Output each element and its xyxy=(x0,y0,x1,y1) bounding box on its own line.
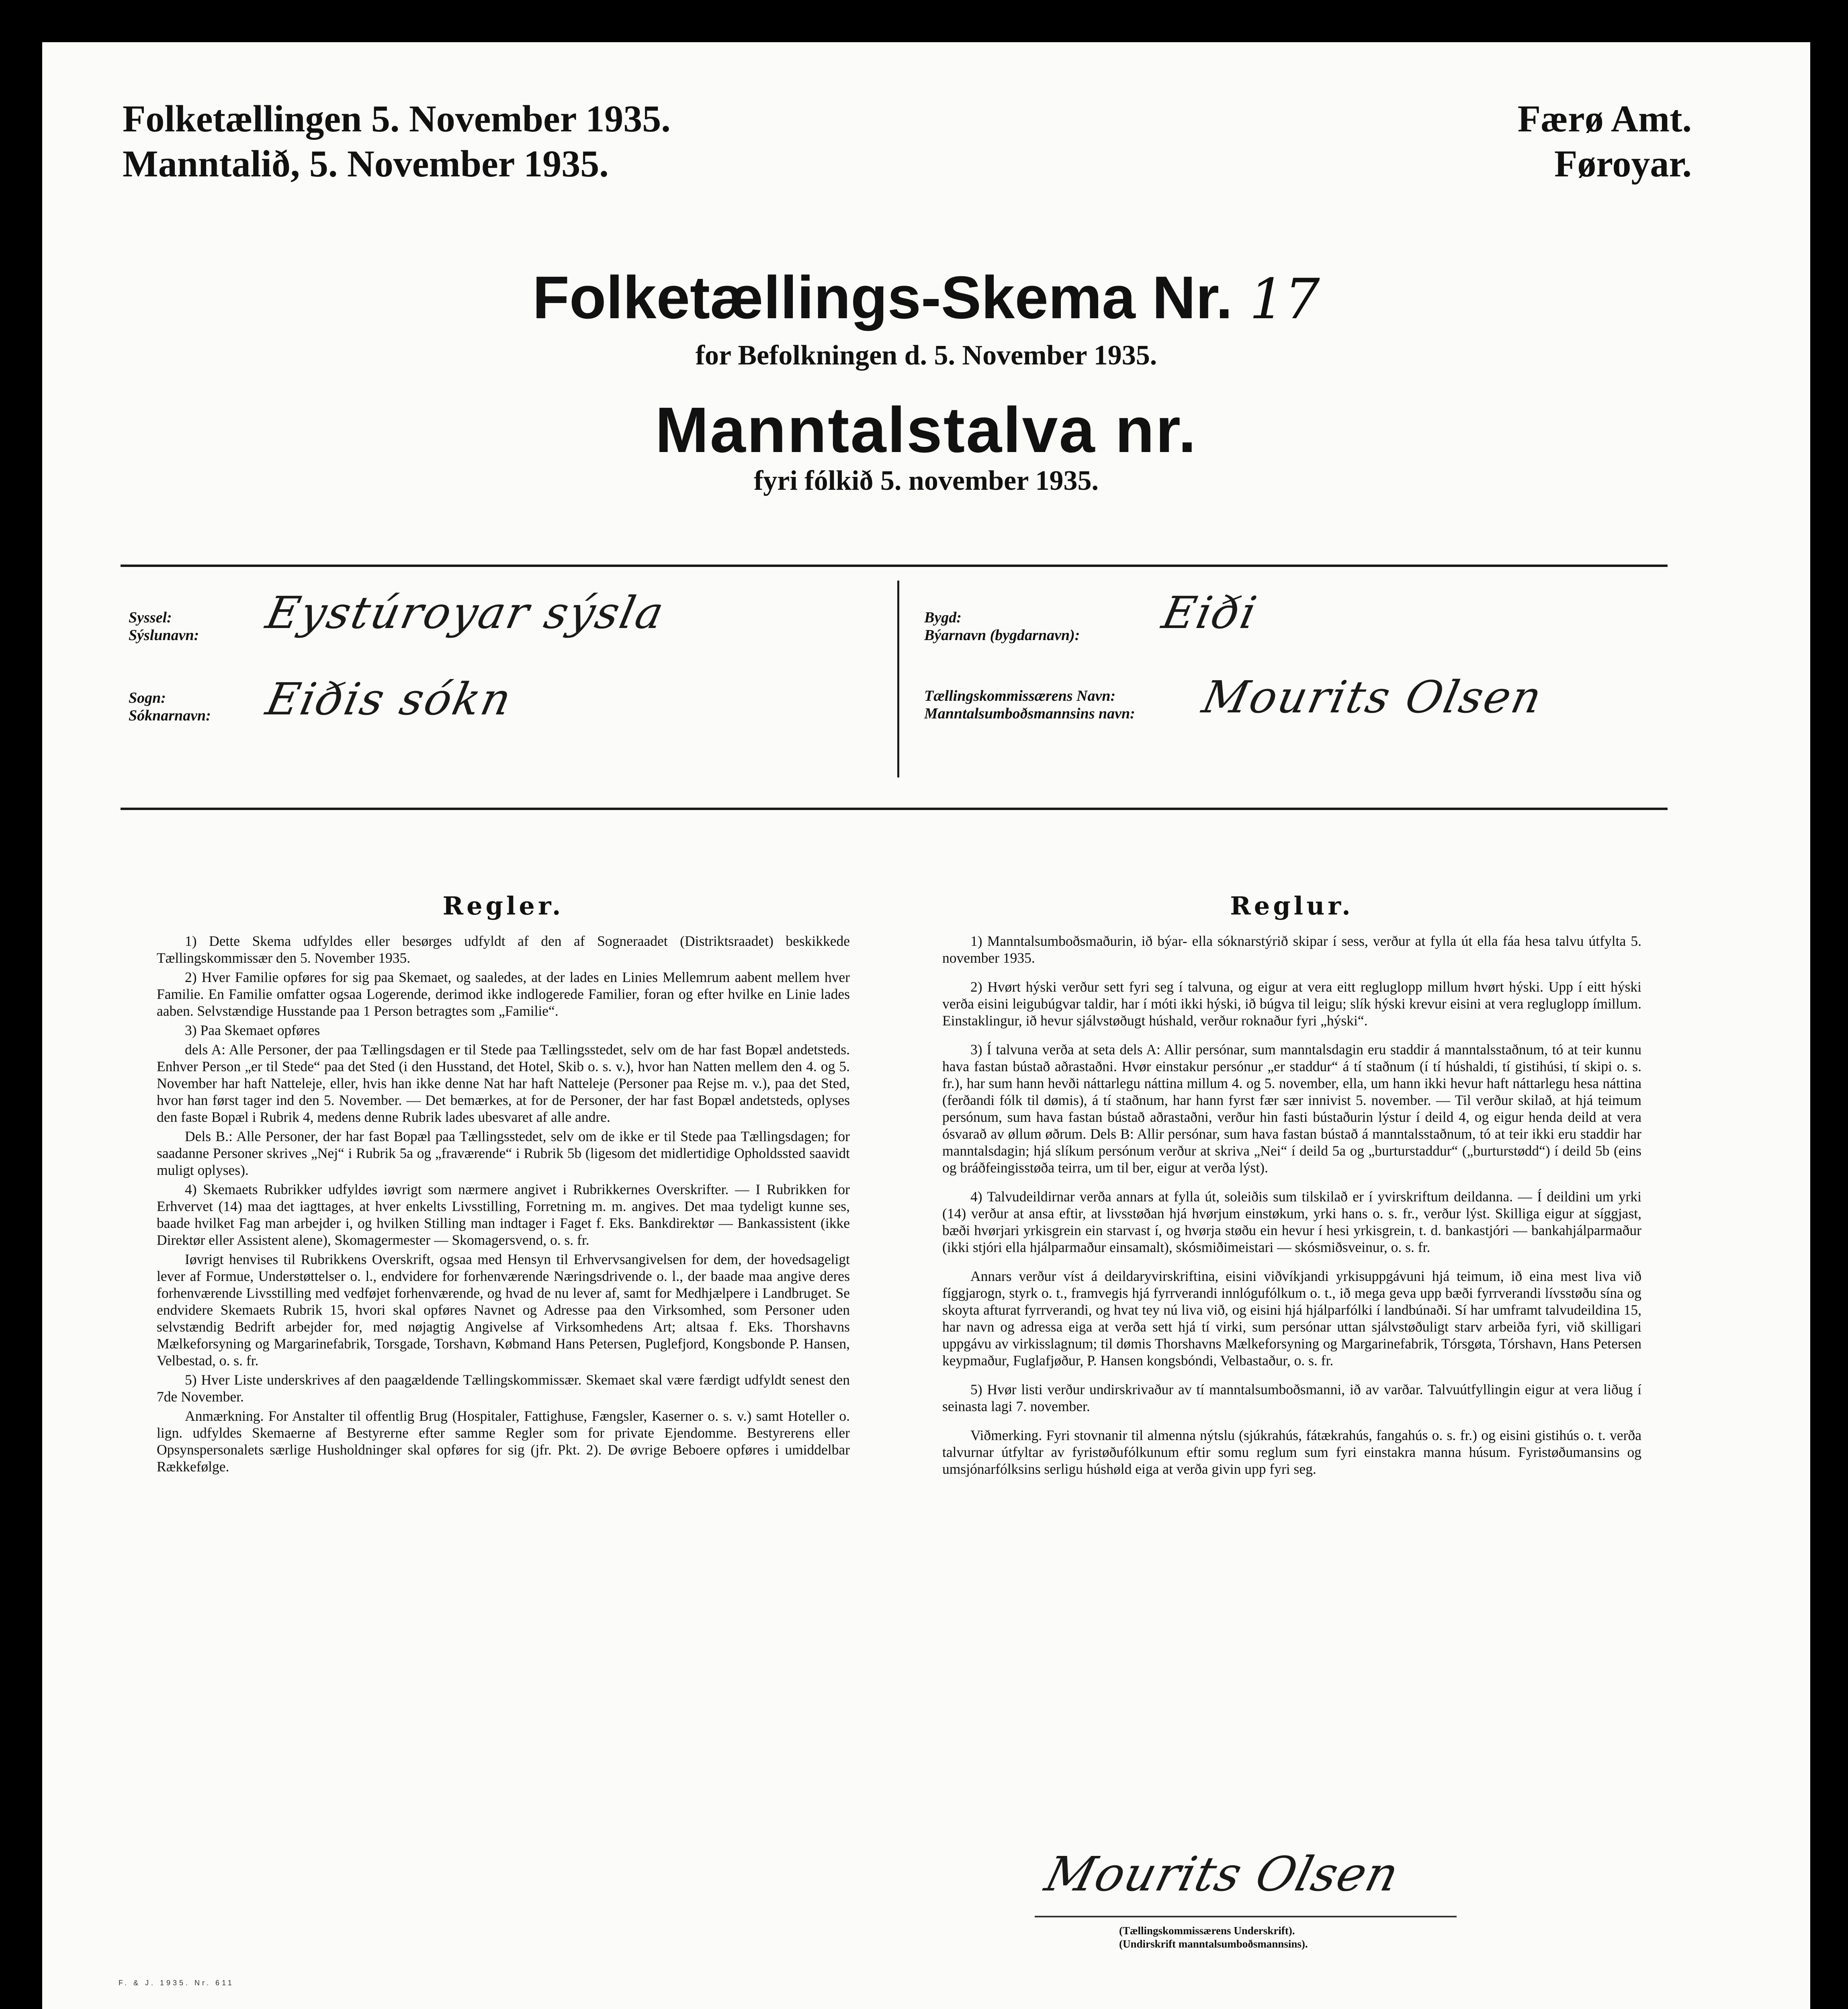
form-subtitle-fo: fyri fólkið 5. november 1935. xyxy=(753,465,1099,496)
signature-handwritten: Mourits Olsen xyxy=(1040,1846,1405,1902)
field-label-kommissaer-da: Tællingskommissærens Navn: xyxy=(924,687,1116,704)
form-title-fo: Manntalstalva nr. xyxy=(655,394,1197,466)
header-census-date-da: Folketællingen 5. November 1935. xyxy=(123,98,671,140)
rule-da-3: 3) Paa Skemaet opføres xyxy=(185,1022,320,1038)
field-label-syssel xyxy=(129,609,199,644)
field-value-sogn: Eiðis sókn xyxy=(262,673,518,725)
signature-line xyxy=(1035,1916,1457,1917)
field-label-bygd-fo: Býarnavn (bygdarnavn): xyxy=(924,627,1080,644)
rules-faroese xyxy=(942,890,1641,1480)
field-label-bygd xyxy=(924,609,1080,644)
rule-da-3b: Dels B.: Alle Personer, der har fast Bopæl paa Tællingsstedet, selv om de ikke er til Stede paa Tællingsdagen; for saadanne Personer skrives „Nej“ i Rubrik 5a og „fraværende“ i Rubrik 5b (ligesom det midlertidige Opholdssted saavidt muligt oplyses). xyxy=(157,1128,850,1178)
rule-da-4: 4) Skemaets Rubrikker udfyldes iøvrigt som nærmere angivet i Rubrikkernes Overskrifter. — I Rubrikken for Erhvervet (14) maa det iagttages, at hver enkelts Livsstilling, Forretning m. m. angives. Det maa tydeligt kunne ses, baade hvilket Fag man arbejder i, og hvilken Stilling man indtager i Faget f. Eks. Bankdirektør — Bankassistent (ikke Direktør eller Assistent alene), Skomagermester — Skomagersvend, o. s. fr. xyxy=(157,1181,850,1248)
rule-da-4b: Iøvrigt henvises til Rubrikkens Overskrift, ogsaa med Hensyn til Erhvervsangivelsen for dem, der hovedsageligt lever af Formue, Understøttelser o. l., endvidere for forhenværende Næringsdrivende o. l., der baade maa angive deres forhenværende Livsstilling med vedføjet forhenværende, og hvad de nu lever af, samt for Medhjælpere i Landbruget. Se endvidere Skemaets Rubrik 15, hvori skal opføres Navnet og Adresse paa den Virksomhed, som Personer uden selvstændig Bedrift arbejder for, med nøjagtig Angivelse af Virksomhedens Art; altsaa f. Eks. Thorshavns Mælkeforsyning og Margarinefabrik, Torsgade, Torshavn, Købmand Hans Petersen, Puglefjord, Kongsbonde P. Hansen, Velbestad, o. s. fr. xyxy=(157,1251,850,1369)
rule-da-2: 2) Hver Familie opføres for sig paa Skemaet, og saaledes, at der lades en Linies Mellemrum aabent mellem hver Familie. En Familie omfatter ogsaa Logerende, derimod ikke indlogerede Familier, foran og efter hvilke en Linie lades aaben. Selvstændige Husstande paa 1 Person betragtes som „Familie“. xyxy=(157,969,850,1019)
rule-fo-4b: Annars verður víst á deildaryvirskriftina, eisini viðvíkjandi yrkisuppgávuni hjá teimum, ið eina mest liva við fíggjarogn, styrk o. t., framvegis hjá fyrrverandi innlógufólkum o. t., ið mega geva upp bæði fyrrverandi lívsstøðu sína og skoyta afturat fyrrverandi, og hvat tey nú liva við, og eisini hjá hjálparfólki í landbúnaði. Sí har umframt talvudeildina 15, har navn og adressa eiga at verða sett hjá tí virki, sum persónar uttan sjálvstøðuligt starv arbeiða fyri, við skilligari uppgávu av virkisslagnum; til dømis Thorshavns Mælkeforsyning og Margarinefabrik, Tórsgøta, Tórshavn, Hans Petersen keypmaður, Fuglafjøður, P. Hansen kongsbóndi, Velbastaður, o. s. fr. xyxy=(942,1268,1641,1369)
rule-fo-3: 3) Í talvuna verða at seta dels A: Allir persónar, sum manntalsdagin eru staddir á manntalsstaðnum, tó at teir kunnu hava fastan bústað aðrastaðni. Hvør einstakur persónur „er staddur“ á tí staðnum (í tí húshaldi, tí gistihúsi, tí skipi o. s. fr.), har sum hann hevði náttarlegu náttina millum 4. og 5. november, ella, um hann ikki hevur haft náttarlegu hesa náttina (ferðandi fólk til dømis), á tí staðnum, har hann fyrst fær sær innivist 5. november. — Til verður skilað, at hjá teimum persónum, sum hava fastan bústað aðrastaðni, verður hin fasti bústaðurin lýstur í deild 4, og eigur henda deild at vera ósvarað av øllum øðrum. Dels B: Allir persónar, sum hava fastan bústað á manntalsstaðnum, tó at teir ikki eru staddir har manntalsdagin; hjá slíkum persónum verður at skriva „Nei“ í deild 5a og „burturstaddur“ („burturstødd“) í deild 5b (eins og bráðfeingisstøða teirra, um til ber, eigur at verða lýst). xyxy=(942,1041,1641,1176)
rule-fo-4: 4) Talvudeildirnar verða annars at fylla út, soleiðis sum tilskilað er í yvirskriftum deildanna. — Í deildini um yrki (14) verður at ansa eftir, at livsstøðan hjá hvørjum einstøkum, yrki hans o. s. fr., verður lýst. Skilliga eigur at síggjast, bæði hvørjari yrkisgrein ein starvast í, og hvørja støðu ein hevur í hesi yrkisgrein, t. d. bankastjóri — bankahjálparmaður (ikki stjóri ella hjálparmaður einsamalt), skósmiðimeistari — skósmiðsveinur, o. s. fr. xyxy=(942,1189,1641,1255)
rule-da-3a: dels A: Alle Personer, der paa Tællingsdagen er til Stede paa Tællingsstedet, selv om de har fast Bopæl andetsteds. Enhver Person „er til Stede“ paa det Sted (i den Husstand, det Hotel, Skib o. s. v.), hvor han Natten mellem den 4. og 5. November har haft Natteleje, eller, hvis han ikke denne Nat har haft Natteleje (Personer paa Rejse m. v.), paa det Sted, hvor han først tager ind den 5. November. — Det bemærkes, at for de Personer, der har fast Bopæl andetsteds, oplyses den faste Bopæl i Rubrik 4, medens denne Rubrik lades ubesvaret af alle andre. xyxy=(157,1041,850,1125)
field-value-kommissaer: Mourits Olsen xyxy=(1198,671,1548,723)
header-region-da: Færø Amt. xyxy=(1517,98,1692,140)
rule-da-note: Anmærkning. For Anstalter til offentlig Brug (Hospitaler, Fattighuse, Fængsler, Kaserner o. s. v.) samt Hoteller o. lign. udfyldes Skemaerne af Bestyrerne efter samme Regler som for private Ejendomme. Bestyrerens eller Opsynspersonalets særlige Husholdninger skal opføres for sig (jfr. Pkt. 2). De øvrige Beboere opføres i umiddelbar Rækkefølge. xyxy=(157,1408,850,1475)
rule-fo-2: 2) Hvørt hýski verður sett fyri seg í talvuna, og eigur at vera eitt regluglopp millum hvørt hýski. Upp í eitt hýski verða eisini leigubúgvar taldir, har í móti ikki hýski, ið búgva til leigu; slík hýski krevur eisini at vera regluglopp ímillum. Einstaklingur, ið hevur sjálvstøðugt húshald, verður roknaður fyri „hýski“. xyxy=(942,979,1641,1029)
form-title-text: Folketællings-Skema Nr. xyxy=(532,264,1233,331)
header-region-fo: Føroyar. xyxy=(1554,143,1692,185)
rule-da-1: 1) Dette Skema udfyldes eller besørges udfyldt af den af Sogneraadet (Distriktsraadet) beskikkede Tællingskommissær den 5. November 1935. xyxy=(157,933,850,966)
divider-vertical xyxy=(897,581,899,777)
field-label-kommissaer-fo: Manntalsumboðsmannsins navn: xyxy=(924,705,1135,722)
field-label-sogn xyxy=(129,689,211,724)
signature-caption-da: (Tællingskommissærens Underskrift). xyxy=(1119,1925,1295,1937)
field-label-sogn-da: Sogn: xyxy=(129,689,166,706)
header-right xyxy=(1518,96,1692,186)
rule-fo-note: Viðmerking. Fyri stovnanir til almenna nýtslu (sjúkrahús, fátækrahús, fangahús o. s. fr.) og eisini gistihús o. t. verða talvurnar útfyltar av fyristøðufólkunum eftir somu reglum sum fyri einstakra manna húsum. Fyristøðumansins og umsjónarfólksins serligu húshøld eiga at verða givin upp fyri seg. xyxy=(942,1427,1641,1477)
census-form-sheet xyxy=(42,42,1810,2009)
rule-da-5: 5) Hver Liste underskrives af den paagældende Tællingskommissær. Skemaet skal være færdigt udfyldt senest den 7de November. xyxy=(157,1372,850,1405)
field-value-syssel: Eystúroyar sýsla xyxy=(262,587,670,638)
divider-bottom xyxy=(121,808,1668,810)
field-value-bygd: Eiði xyxy=(1158,587,1263,638)
form-title xyxy=(42,261,1810,336)
rule-fo-5: 5) Hvør listi verður undirskrivaður av tí manntalsumboðsmanni, ið av varðar. Talvuútfyllingin eigur at vera liðug í seinasta lagi 7. november. xyxy=(942,1381,1641,1414)
field-label-kommissaer xyxy=(924,687,1135,722)
header-census-date-fo: Manntalið, 5. November 1935. xyxy=(123,143,609,185)
field-label-bygd-da: Bygd: xyxy=(924,609,962,626)
rules-danish xyxy=(157,890,850,1477)
printer-mark: F. & J. 1935. Nr. 611 xyxy=(119,1979,234,1987)
rules-faroese-heading: Reglur. xyxy=(1230,891,1354,921)
divider-top xyxy=(121,565,1668,567)
field-label-syssel-da: Syssel: xyxy=(129,609,172,626)
field-label-syssel-fo: Sýslunavn: xyxy=(129,627,199,644)
form-number-handwritten: 17 xyxy=(1249,267,1320,331)
field-label-sogn-fo: Sóknarnavn: xyxy=(129,707,211,724)
signature-caption-fo: (Undirskrift manntalsumboðsmannsins). xyxy=(1119,1938,1308,1950)
rule-fo-1: 1) Manntalsumboðsmaðurin, ið býar- ella sóknarstýrið skipar í sess, verður at fylla út ella fáa hesa talvu útfylta 5. november 1935. xyxy=(942,933,1641,966)
rules-danish-heading: Regler. xyxy=(442,891,564,921)
form-subtitle-da: for Befolkningen d. 5. November 1935. xyxy=(695,340,1157,371)
header-left xyxy=(123,96,671,186)
